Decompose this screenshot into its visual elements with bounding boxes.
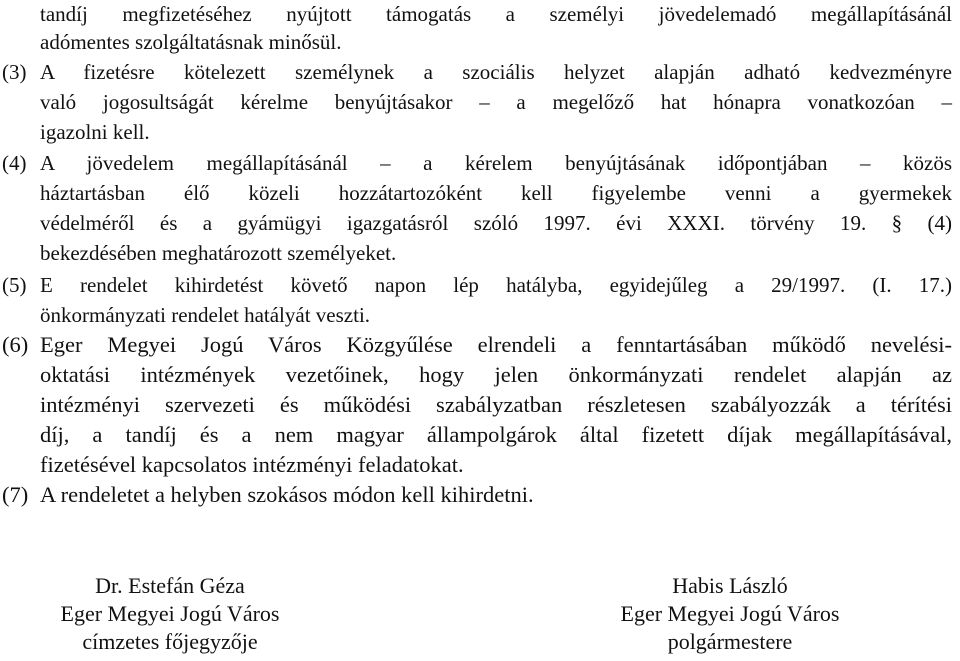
paragraph-line: önkormányzati rendelet hatályát veszti.: [40, 303, 371, 327]
signatory-title: címzetes főjegyzője: [82, 629, 258, 654]
signatory-name: Dr. Estefán Géza: [95, 573, 245, 598]
paragraph-line: E rendelet kihirdetést követő napon lép hatályba, egyidejűleg a 29/1997. (I. 17.): [40, 273, 952, 297]
paragraph-number: (6): [2, 332, 29, 357]
paragraph-number: (3): [2, 60, 27, 84]
paragraph-line: tandíj megfizetéséhez nyújtott támogatás a személyi jövedelemadó megállapításánál: [40, 2, 952, 26]
paragraph-line: Eger Megyei Jogú Város Közgyűlése elrendeli a fenntartásában működő nevelési-: [40, 332, 952, 357]
signature-block-right: [580, 572, 880, 656]
signatory-title: polgármestere: [667, 629, 793, 654]
paragraph-line: igazolni kell.: [40, 120, 150, 144]
paragraph-line: háztartásban élő közeli hozzátartozóként kell figyelembe venni a gyermekek: [40, 181, 952, 205]
paragraph-line: díj, a tandíj és a nem magyar állampolgárok által fizetett díjak megállapításával,: [40, 422, 952, 447]
paragraph-number: (7): [2, 482, 29, 507]
paragraph-line: intézményi szervezeti és működési szabályzatban részletesen szabályozzák a térítési: [40, 392, 952, 417]
paragraph-line: védelméről és a gyámügyi igazgatásról szóló 1997. évi XXXI. törvény 19. § (4): [40, 211, 952, 235]
signatory-organization: Eger Megyei Jogú Város: [60, 601, 280, 626]
paragraph-number: (4): [2, 151, 27, 175]
paragraph-line: oktatási intézmények vezetőinek, hogy jelen önkormányzati rendelet alapján az: [40, 362, 952, 387]
paragraph-line: adómentes szolgáltatásnak minősül.: [40, 30, 342, 54]
paragraph-line: bekezdésében meghatározott személyeket.: [40, 241, 397, 265]
paragraph-line: A jövedelem megállapításánál – a kérelem benyújtásának időpontjában – közös: [40, 151, 952, 175]
paragraph-number: (5): [2, 273, 27, 297]
signatory-organization: Eger Megyei Jogú Város: [620, 601, 840, 626]
signature-block-left: [20, 572, 320, 656]
paragraph-line: A fizetésre kötelezett személynek a szociális helyzet alapján adható kedvezményre: [40, 60, 952, 84]
paragraph-line: fizetésével kapcsolatos intézményi feladatokat.: [40, 452, 464, 477]
paragraph-line: A rendeletet a helyben szokásos módon kell kihirdetni.: [40, 482, 534, 507]
signatory-name: Habis László: [672, 573, 788, 598]
paragraph-line: való jogosultságát kérelme benyújtásakor – a megelőző hat hónapra vonatkozóan –: [40, 90, 952, 114]
